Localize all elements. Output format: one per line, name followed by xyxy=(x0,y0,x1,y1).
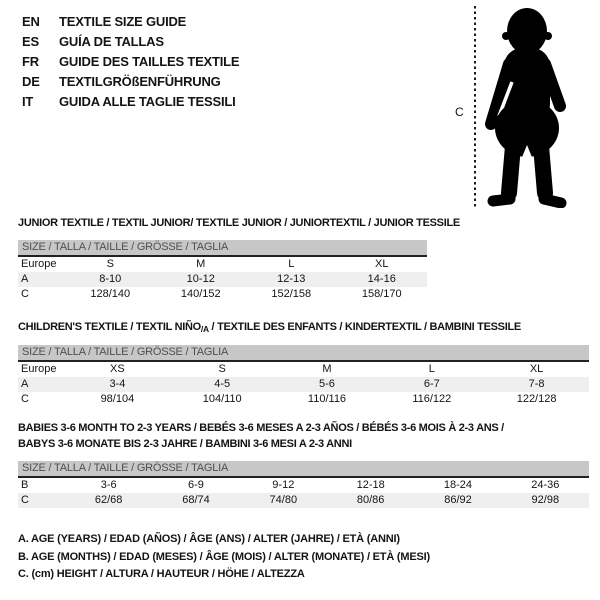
babies-title-line1: BABIES 3-6 MONTH TO 2-3 YEARS / BEBÉS 3-6 MESES A 2-3 AÑOS / BÉBÉS 3-6 MOIS À 2-3 ANS / xyxy=(18,422,504,434)
toddler-silhouette-icon xyxy=(482,4,572,208)
table-cell: M xyxy=(196,258,206,270)
table-cell: L xyxy=(288,258,295,270)
language-title: GUIDE DES TAILLES TEXTILE xyxy=(59,53,240,69)
children-title-prefix: CHILDREN'S TEXTILE / TEXTIL NIÑO xyxy=(18,321,201,333)
table-cell: XL xyxy=(375,258,389,270)
language-title: GUÍA DE TALLAS xyxy=(59,33,164,49)
babies-section-title xyxy=(18,421,504,452)
table-cell: 14-16 xyxy=(367,273,396,285)
language-code: FR xyxy=(22,53,39,69)
note-height-cm: C. (cm) HEIGHT / ALTURA / HAUTEUR / HÖHE / ALTEZZA xyxy=(18,568,305,580)
table-cell: 116/122 xyxy=(412,393,452,405)
language-code: IT xyxy=(22,93,34,109)
table-cell: 86/92 xyxy=(444,494,472,506)
height-measure-line xyxy=(474,6,476,207)
table-cell: 122/128 xyxy=(516,393,557,405)
size-header: SIZE / TALLA / TAILLE / GRÖSSE / TAGLIA xyxy=(18,461,589,478)
table-row xyxy=(18,392,589,407)
table-cell: 5-6 xyxy=(319,378,335,390)
junior-size-table xyxy=(18,257,427,302)
row-label: A xyxy=(21,273,29,285)
table-cell: 8-10 xyxy=(99,273,122,285)
table-cell: 6-7 xyxy=(423,378,440,390)
size-header: SIZE / TALLA / TAILLE / GRÖSSE / TAGLIA xyxy=(18,345,589,362)
table-cell: 7-8 xyxy=(528,378,545,390)
table-cell: 10-12 xyxy=(186,273,215,285)
table-cell: S xyxy=(106,258,114,270)
language-row xyxy=(22,71,239,91)
table-cell: 12-18 xyxy=(356,479,385,491)
children-title-suffix: / TEXTILE DES ENFANTS / KINDERTEXTIL / BAMBINI TESSILE xyxy=(208,321,521,333)
table-cell: 9-12 xyxy=(272,479,295,491)
table-cell: XS xyxy=(110,363,125,375)
language-code: DE xyxy=(22,73,40,89)
language-code: ES xyxy=(22,33,39,49)
table-cell: 110/116 xyxy=(307,393,347,405)
table-cell: 12-13 xyxy=(277,273,306,285)
table-cell: 68/74 xyxy=(182,494,210,506)
table-cell: S xyxy=(218,363,226,375)
language-title: TEXTILE SIZE GUIDE xyxy=(59,13,187,29)
table-cell: 6-9 xyxy=(188,479,204,491)
row-label: A xyxy=(21,378,29,390)
table-cell: 140/152 xyxy=(180,288,221,300)
table-cell: 128/140 xyxy=(90,288,131,300)
table-cell: 104/110 xyxy=(202,393,242,405)
row-label: Europe xyxy=(21,363,57,375)
row-label: C xyxy=(21,288,29,300)
row-label: B xyxy=(21,479,29,491)
language-row xyxy=(22,31,239,51)
table-cell: XL xyxy=(529,363,544,375)
children-title-sub: /A xyxy=(200,324,209,334)
size-header: SIZE / TALLA / TAILLE / GRÖSSE / TAGLIA xyxy=(18,240,427,257)
language-row xyxy=(22,91,239,111)
language-row xyxy=(22,11,239,31)
height-measure-label: C xyxy=(455,105,464,119)
table-row xyxy=(18,272,427,287)
note-age-months: B. AGE (MONTHS) / EDAD (MESES) / ÂGE (MOIS) / ALTER (MONATE) / ETÀ (MESI) xyxy=(18,550,430,563)
babies-title-line2: BABYS 3-6 MONATE BIS 2-3 JAHRE / BAMBINI 3-6 MESI A 2-3 ANNI xyxy=(18,437,352,450)
table-cell: 4-5 xyxy=(214,378,231,390)
table-cell: L xyxy=(428,363,435,375)
table-cell: 3-6 xyxy=(100,479,117,491)
language-list xyxy=(22,11,239,111)
language-title: GUIDA ALLE TAGLIE TESSILI xyxy=(59,93,236,109)
language-row xyxy=(22,51,239,71)
table-cell: 74/80 xyxy=(269,494,298,506)
children-size-table xyxy=(18,362,589,407)
table-row xyxy=(18,257,427,272)
table-row xyxy=(18,493,589,508)
table-row xyxy=(18,362,589,377)
table-cell: 80/86 xyxy=(356,494,385,506)
table-cell: 3-4 xyxy=(109,378,126,390)
table-cell: 18-24 xyxy=(443,479,473,491)
junior-section-title: JUNIOR TEXTILE / TEXTIL JUNIOR/ TEXTILE JUNIOR / JUNIORTEXTIL / JUNIOR TESSILE xyxy=(18,217,460,229)
legend-notes xyxy=(18,531,430,584)
table-row xyxy=(18,377,589,392)
babies-size-table xyxy=(18,478,589,508)
children-section-title xyxy=(18,321,521,333)
table-cell: 62/68 xyxy=(94,494,123,506)
table-row xyxy=(18,287,427,302)
language-code: EN xyxy=(22,13,40,29)
row-label: Europe xyxy=(21,258,57,270)
table-cell: M xyxy=(322,363,332,375)
row-label: C xyxy=(21,393,29,405)
table-cell: 92/98 xyxy=(531,494,560,506)
table-cell: 158/170 xyxy=(361,288,402,300)
note-age-years: A. AGE (YEARS) / EDAD (AÑOS) / ÂGE (ANS) / ALTER (JAHRE) / ETÀ (ANNI) xyxy=(18,533,400,545)
row-label: C xyxy=(21,494,29,506)
table-row xyxy=(18,478,589,493)
table-cell: 98/104 xyxy=(100,393,135,405)
table-cell: 152/158 xyxy=(271,288,312,300)
table-cell: 24-36 xyxy=(531,479,560,491)
language-title: TEXTILGRÖßENFÜHRUNG xyxy=(59,73,221,89)
